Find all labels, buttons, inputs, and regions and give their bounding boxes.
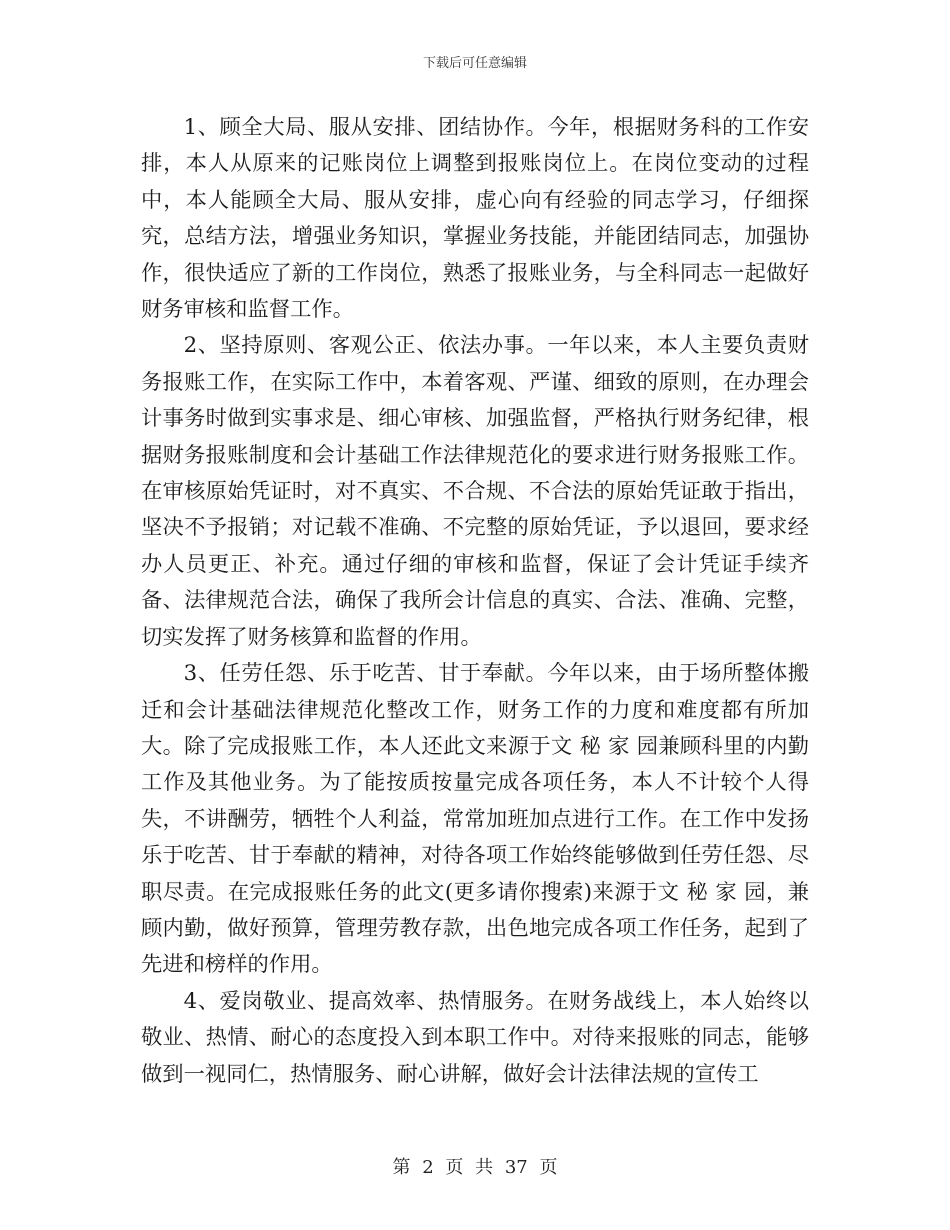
paragraph-1: 1、顾全大局、服从安排、团结协作。今年，根据财务科的工作安排，本人从原来的记账岗位上调整到报账岗位上。在岗位变动的过程中，本人能顾全大局、服从安排，虚心向有经验的同志学习，仔细探究，总结方法，增强业务知识，掌握业务技能，并能团结同志，加强协作，很快适应了新的工作岗位，熟悉了报账业务，与全科同志一起做好财务审核和监督工作。 <box>141 115 809 323</box>
paragraph-4: 4、爱岗敬业、提高效率、热情服务。在财务战线上，本人始终以敬业、热情、耐心的态度投入到本职工作中。对待来报账的同志，能够做到一视同仁，热情服务、耐心讲解，做好会计法律法规的宣传工 <box>141 988 809 1087</box>
document-body <box>141 110 809 1093</box>
page-header: 下载后可任意编辑 <box>422 56 527 71</box>
paragraph-3: 3、任劳任怨、乐于吃苦、甘于奉献。今年以来，由于场所整体搬迁和会计基础法律规范化整改工作，财务工作的力度和难度都有所加大。除了完成报账工作，本人还此文来源于文 秘 家 园兼顾科里的内勤工作及其他业务。为了能按质按量完成各项任务，本人不计较个人得失，不讲酬劳，牺牲个人利益，常常加班加点进行工作。在工作中发扬乐于吃苦、甘于奉献的精神，对待各项工作始终能够做到任劳任怨、尽职尽责。在完成报账任务的此文(更多请你搜索)来源于文 秘 家 园，兼顾内勤，做好预算，管理劳教存款，出色地完成各项工作任务，起到了先进和榜样的作用。 <box>141 661 809 978</box>
page-footer: 第 2 页 共 37 页 <box>392 1157 558 1178</box>
paragraph-2: 2、坚持原则、客观公正、依法办事。一年以来，本人主要负责财务报账工作，在实际工作中，本着客观、严谨、细致的原则，在办理会计事务时做到实事求是、细心审核、加强监督，严格执行财务纪律，根据财务报账制度和会计基础工作法律规范化的要求进行财务报账工作。在审核原始凭证时，对不真实、不合规、不合法的原始凭证敢于指出，坚决不予报销；对记载不准确、不完整的原始凭证，予以退回，要求经办人员更正、补充。通过仔细的审核和监督，保证了会计凭证手续齐备、法律规范合法，确保了我所会计信息的真实、合法、准确、完整，切实发挥了财务核算和监督的作用。 <box>141 333 809 650</box>
